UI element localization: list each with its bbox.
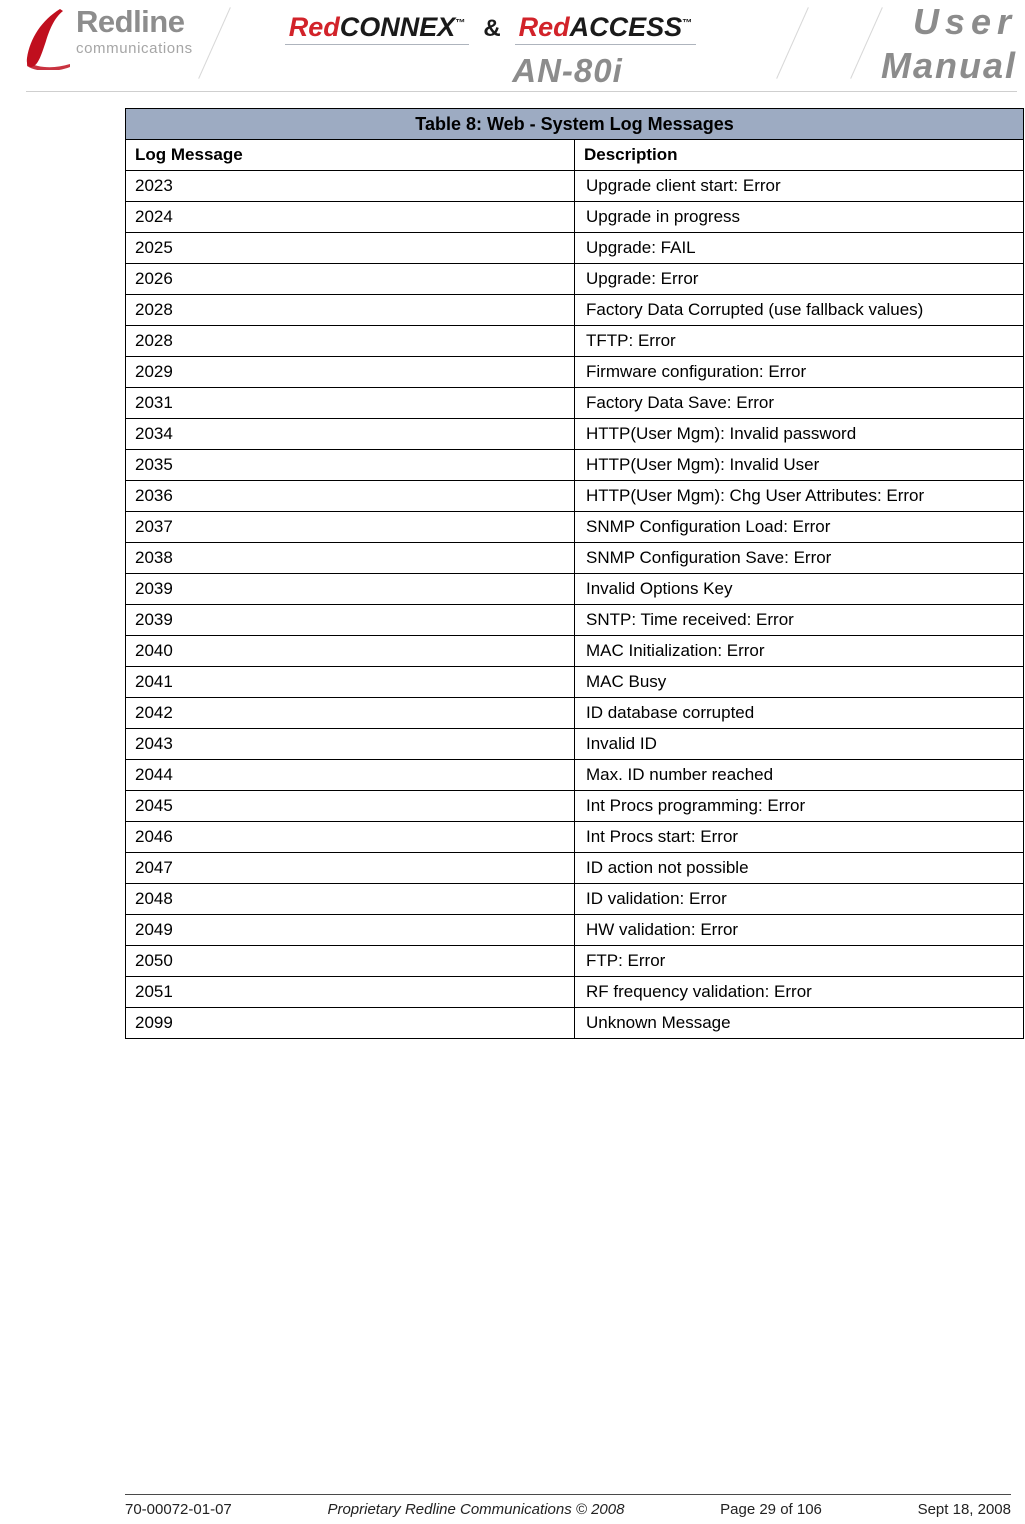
table-row (126, 481, 1024, 512)
log-description-cell: HTTP(User Mgm): Invalid password (575, 419, 1024, 450)
log-description-cell: ID validation: Error (575, 884, 1024, 915)
log-code-cell: 2050 (126, 946, 575, 977)
log-description-cell: Upgrade client start: Error (575, 171, 1024, 202)
table-row (126, 512, 1024, 543)
log-code-cell: 2043 (126, 729, 575, 760)
footer-copyright: Proprietary Redline Communications © 2008 (327, 1501, 625, 1518)
table-title: Table 8: Web - System Log Messages (126, 109, 1024, 140)
system-log-messages-table (125, 108, 1024, 1039)
footer-date: Sept 18, 2008 (917, 1501, 1011, 1518)
log-description-cell: Int Procs start: Error (575, 822, 1024, 853)
table-row (126, 977, 1024, 1008)
table-row (126, 574, 1024, 605)
log-description-cell: RF frequency validation: Error (575, 977, 1024, 1008)
table-row (126, 326, 1024, 357)
log-description-cell: SNMP Configuration Save: Error (575, 543, 1024, 574)
ampersand-text: & (483, 15, 501, 42)
table-row (126, 357, 1024, 388)
log-code-cell: 2045 (126, 791, 575, 822)
table-row (126, 295, 1024, 326)
table-row (126, 822, 1024, 853)
log-code-cell: 2025 (126, 233, 575, 264)
log-description-cell: Upgrade: FAIL (575, 233, 1024, 264)
table-row (126, 419, 1024, 450)
table-body (126, 171, 1024, 1039)
table-row (126, 760, 1024, 791)
log-code-cell: 2040 (126, 636, 575, 667)
table-row (126, 667, 1024, 698)
table-head (126, 109, 1024, 171)
log-description-cell: FTP: Error (575, 946, 1024, 977)
log-description-cell: Max. ID number reached (575, 760, 1024, 791)
log-code-cell: 2046 (126, 822, 575, 853)
log-code-cell: 2038 (126, 543, 575, 574)
document-title-line2: Manual (880, 44, 1017, 86)
log-code-cell: 2039 (126, 574, 575, 605)
table-row (126, 450, 1024, 481)
log-description-cell: Unknown Message (575, 1008, 1024, 1039)
table-row (126, 388, 1024, 419)
log-code-cell: 2037 (126, 512, 575, 543)
trademark-symbol: ™ (455, 18, 466, 29)
table-row (126, 729, 1024, 760)
log-description-cell: HW validation: Error (575, 915, 1024, 946)
table-row (126, 543, 1024, 574)
log-code-cell: 2048 (126, 884, 575, 915)
table-row (126, 884, 1024, 915)
header-divider (26, 91, 1017, 92)
document-title-line1: User (912, 1, 1017, 42)
log-code-cell: 2044 (126, 760, 575, 791)
redaccess-logo (515, 12, 697, 45)
log-description-cell: HTTP(User Mgm): Invalid User (575, 450, 1024, 481)
product-name: AN-80i (512, 52, 623, 89)
log-description-cell: Int Procs programming: Error (575, 791, 1024, 822)
table-row (126, 636, 1024, 667)
table-row (126, 233, 1024, 264)
column-header-description: Description (575, 140, 1024, 171)
redconnex-red-text: Red (288, 12, 340, 42)
log-description-cell: Upgrade in progress (575, 202, 1024, 233)
log-code-cell: 2051 (126, 977, 575, 1008)
logo-name: Redline (76, 4, 185, 39)
log-code-cell: 2041 (126, 667, 575, 698)
log-code-cell: 2029 (126, 357, 575, 388)
log-code-cell: 2026 (126, 264, 575, 295)
log-description-cell: Firmware configuration: Error (575, 357, 1024, 388)
log-code-cell: 2036 (126, 481, 575, 512)
redconnex-rest-text: CONNEX (339, 12, 456, 42)
log-code-cell: 2031 (126, 388, 575, 419)
table-row (126, 853, 1024, 884)
log-description-cell: Invalid ID (575, 729, 1024, 760)
table-row (126, 171, 1024, 202)
log-code-cell: 2035 (126, 450, 575, 481)
table-row (126, 946, 1024, 977)
redaccess-rest-text: ACCESS (569, 12, 683, 42)
log-description-cell: HTTP(User Mgm): Chg User Attributes: Error (575, 481, 1024, 512)
table-row (126, 1008, 1024, 1039)
footer-page-number: Page 29 of 106 (720, 1501, 822, 1518)
log-code-cell: 2049 (126, 915, 575, 946)
log-code-cell: 2024 (126, 202, 575, 233)
column-header-log-message: Log Message (126, 140, 575, 171)
log-description-cell: SNTP: Time received: Error (575, 605, 1024, 636)
log-code-cell: 2047 (126, 853, 575, 884)
table-row (126, 791, 1024, 822)
page-header (0, 0, 1025, 96)
table-row (126, 915, 1024, 946)
table-column-header-row (126, 140, 1024, 171)
log-code-cell: 2028 (126, 295, 575, 326)
log-code-cell: 2039 (126, 605, 575, 636)
table-title-row (126, 109, 1024, 140)
log-description-cell: MAC Initialization: Error (575, 636, 1024, 667)
log-description-cell: SNMP Configuration Load: Error (575, 512, 1024, 543)
document-title (881, 0, 1017, 88)
log-code-cell: 2034 (126, 419, 575, 450)
footer-document-number: 70-00072-01-07 (125, 1501, 232, 1518)
log-description-cell: TFTP: Error (575, 326, 1024, 357)
log-description-cell: ID database corrupted (575, 698, 1024, 729)
table-row (126, 605, 1024, 636)
log-description-cell: Factory Data Save: Error (575, 388, 1024, 419)
log-description-cell: ID action not possible (575, 853, 1024, 884)
log-description-cell: MAC Busy (575, 667, 1024, 698)
log-code-cell: 2099 (126, 1008, 575, 1039)
log-description-cell: Invalid Options Key (575, 574, 1024, 605)
logo-subtitle: communications (76, 39, 193, 57)
redaccess-red-text: Red (518, 12, 570, 42)
log-description-cell: Factory Data Corrupted (use fallback values) (575, 295, 1024, 326)
log-code-cell: 2028 (126, 326, 575, 357)
log-code-cell: 2042 (126, 698, 575, 729)
redconnex-logo (285, 12, 470, 45)
page-footer (125, 1494, 1011, 1518)
table-row (126, 698, 1024, 729)
product-brands (0, 12, 1003, 43)
table-row (126, 202, 1024, 233)
log-description-cell: Upgrade: Error (575, 264, 1024, 295)
table-row (126, 264, 1024, 295)
trademark-symbol: ™ (682, 18, 693, 29)
log-code-cell: 2023 (126, 171, 575, 202)
